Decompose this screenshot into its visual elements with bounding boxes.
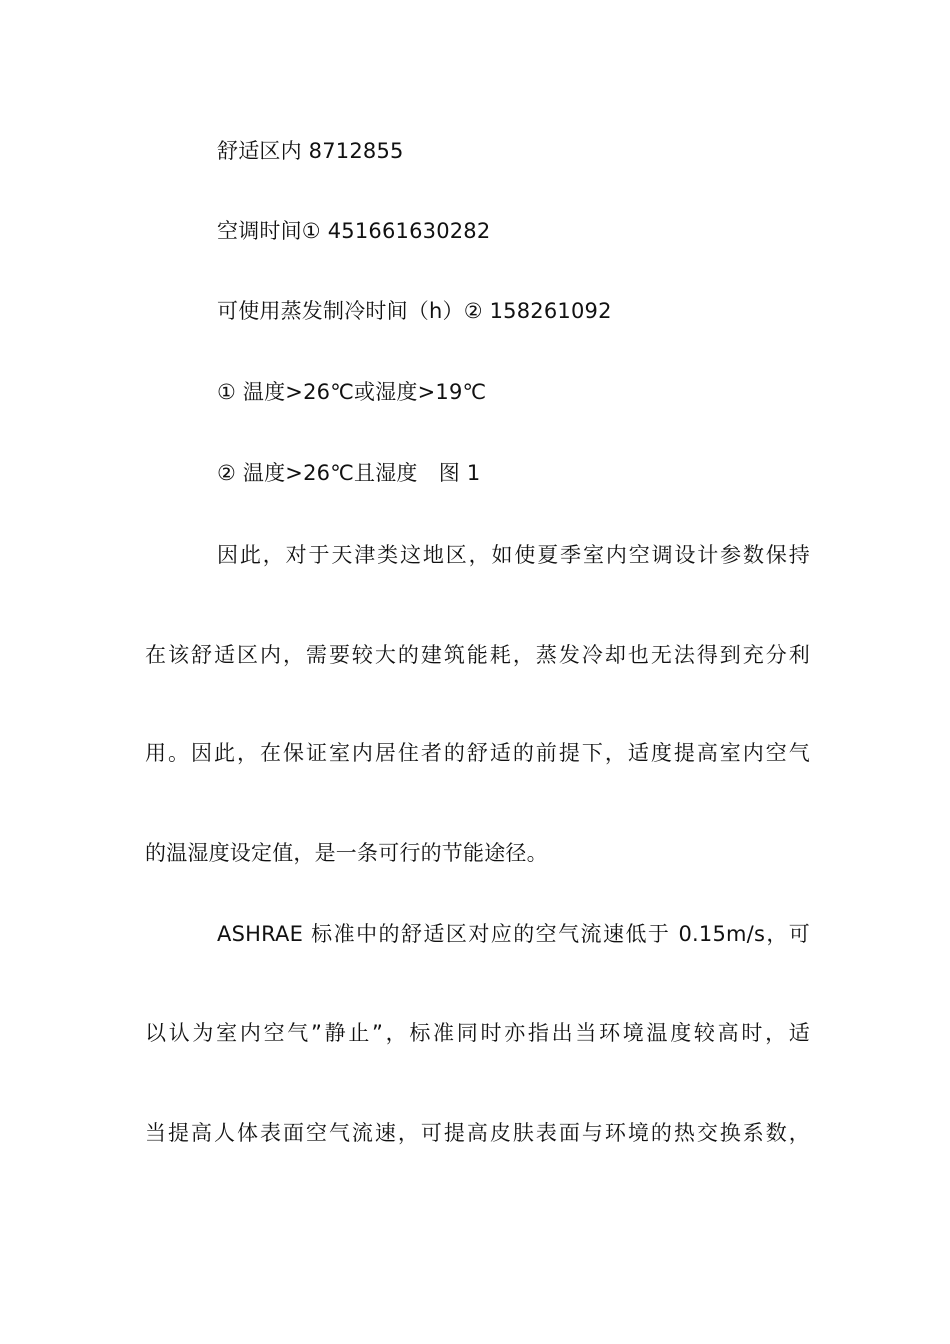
table-row-ac-time: 空调时间① 451661630282 — [217, 219, 491, 243]
table-row-evaporative-time: 可使用蒸发制冷时间（h）② 158261092 — [217, 299, 612, 323]
table-row-comfort-zone: 舒适区内 8712855 — [217, 139, 404, 163]
paragraph2-line3: 当提高人体表面空气流速，可提高皮肤表面与环境的热交换系数， — [145, 1121, 810, 1145]
paragraph1-line2: 在该舒适区内，需要较大的建筑能耗，蒸发冷却也无法得到充分利 — [145, 643, 810, 667]
paragraph1-line4: 的温湿度设定值，是一条可行的节能途径。 — [145, 841, 548, 865]
paragraph1-line3: 用。因此，在保证室内居住者的舒适的前提下，适度提高室内空气 — [145, 741, 810, 765]
footnote-1: ① 温度>26℃或湿度>19℃ — [217, 380, 487, 404]
paragraph1-line1: 因此，对于天津类这地区，如使夏季室内空调设计参数保持 — [217, 543, 810, 567]
footnote-2: ② 温度>26℃且湿度 图 1 — [217, 461, 481, 485]
paragraph2-line1: ASHRAE 标准中的舒适区对应的空气流速低于 0.15m/s，可 — [217, 922, 810, 946]
paragraph2-line2: 以认为室内空气”静止”，标准同时亦指出当环境温度较高时，适 — [145, 1021, 810, 1045]
